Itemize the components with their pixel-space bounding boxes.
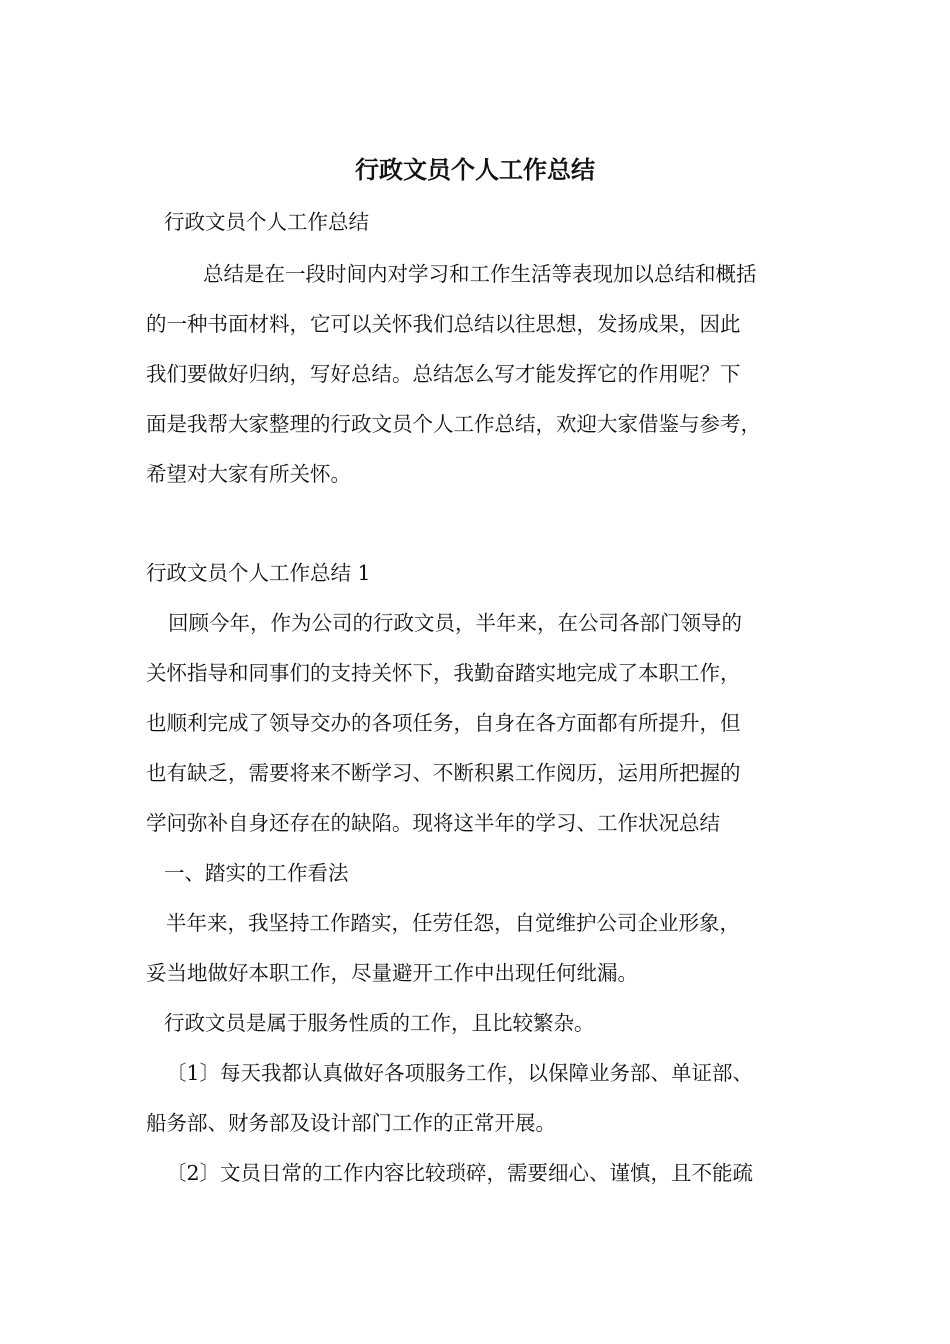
review-line: 学问弥补自身还存在的缺陷。现将这半年的学习、工作状况总结 [146, 811, 720, 835]
section-heading-text: 行政文员个人工作总结 1 [146, 561, 371, 585]
item1-line: 〔1〕每天我都认真做好各项服务工作，以保障业务部、单证部、 [166, 1061, 754, 1085]
intro-line: 的一种书面材料，它可以关怀我们总结以往思想，发扬成果，因此 [146, 312, 741, 336]
intro-line: 我们要做好归纳，写好总结。总结怎么写才能发挥它的作用呢？下 [146, 362, 741, 386]
review-line: 关怀指导和同事们的支持关怀下，我勤奋踏实地完成了本职工作， [146, 661, 741, 685]
intro-paragraph [146, 249, 836, 499]
part-heading [164, 848, 854, 898]
service-paragraph [164, 998, 854, 1048]
review-line: 也有缺乏，需要将来不断学习、不断积累工作阅历，运用所把握的 [146, 761, 741, 785]
item2-paragraph [146, 1148, 836, 1198]
review-paragraph [146, 598, 836, 848]
item1-line: 船务部、财务部及设计部门工作的正常开展。 [146, 1111, 556, 1135]
item2-line: 〔2〕文员日常的工作内容比较琐碎，需要细心、谨慎，且不能疏 [166, 1161, 754, 1185]
part1-line: 妥当地做好本职工作，尽量避开工作中出现任何纰漏。 [146, 961, 638, 985]
review-line: 回顾今年，作为公司的行政文员，半年来，在公司各部门领导的 [168, 611, 742, 635]
review-line: 也顺利完成了领导交办的各项任务，自身在各方面都有所提升，但 [146, 711, 741, 735]
intro-line: 总结是在一段时间内对学习和工作生活等表现加以总结和概括 [203, 262, 757, 286]
subtitle [164, 197, 854, 247]
section-heading [146, 548, 836, 598]
document-title: 行政文员个人工作总结 [355, 155, 595, 184]
part1-line: 半年来，我坚持工作踏实，任劳任怨，自觉维护公司企业形象， [166, 911, 740, 935]
intro-line: 希望对大家有所关怀。 [146, 462, 351, 486]
intro-line: 面是我帮大家整理的行政文员个人工作总结，欢迎大家借鉴与参考， [146, 412, 761, 436]
service-line: 行政文员是属于服务性质的工作，且比较繁杂。 [164, 1011, 595, 1035]
part1-paragraph [146, 898, 836, 998]
item1-paragraph [146, 1048, 836, 1148]
part-heading-text: 一、踏实的工作看法 [164, 861, 349, 885]
subtitle-text: 行政文员个人工作总结 [164, 210, 369, 234]
